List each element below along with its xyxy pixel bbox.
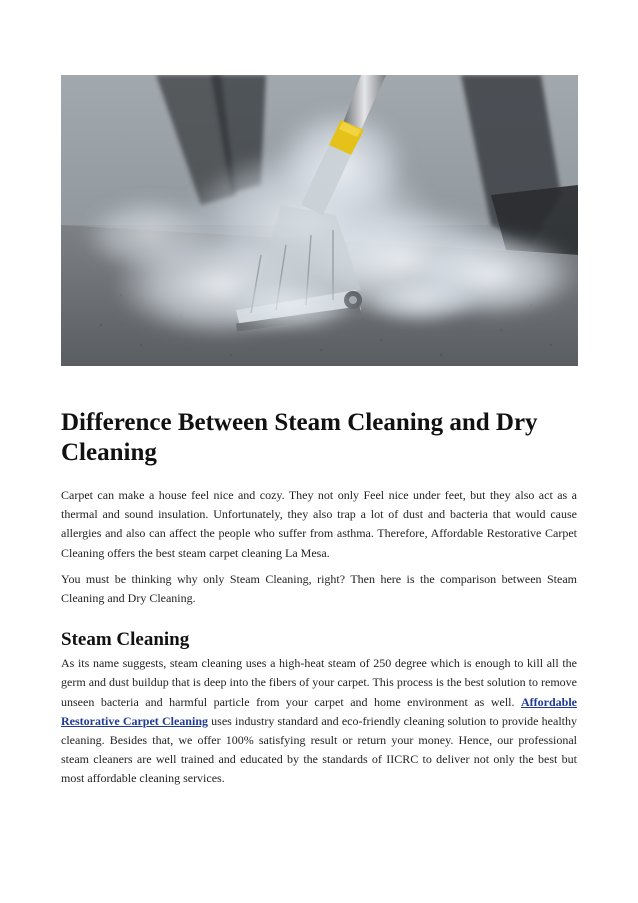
- steam-cleaning-paragraph: [61, 654, 577, 788]
- article-title: Difference Between Steam Cleaning and Dry Cleaning: [61, 409, 538, 466]
- comparison-paragraph: You must be thinking why only Steam Cleaning, right? Then here is the comparison between Steam Cleaning and Dry Cleaning.: [61, 571, 577, 606]
- affordable-restorative-link[interactable]: Affordable Restorative Carpet Cleaning: [61, 694, 577, 728]
- paragraph-text-before-link: As its name suggests, steam cleaning uses a high-heat steam of 250 degree which is enough to kill all the germ and dust buildup that is deep into the fibers of your carpet. This process is the best solution to remove unseen bacteria and harmful particle from your carpet and home environment as well.: [61, 656, 577, 709]
- paragraph-text-after-link: uses industry standard and eco-friendly cleaning solution to provide healthy cleaning. Besides that, we offer 100% satisfying result or return your money. Hence, our professional steam cleaners are well trained and educated by the standards of IICRC to deliver not only the best but most affordable cleaning services.: [61, 713, 577, 786]
- steam-cleaner-photo-icon: [61, 75, 578, 366]
- steam-cleaning-heading: Steam Cleaning: [61, 629, 190, 651]
- hero-image: [61, 75, 578, 366]
- intro-paragraph: Carpet can make a house feel nice and cozy. They not only Feel nice under feet, but they also act as a thermal and sound insulation. Unfortunately, they also trap a lot of dust and bacteria that would cause allergies and also can affect the people who suffer from asthma. Therefore, Affordable Restorative Carpet Cleaning offers the best steam carpet cleaning La Mesa.: [61, 488, 577, 560]
- article: [61, 408, 577, 789]
